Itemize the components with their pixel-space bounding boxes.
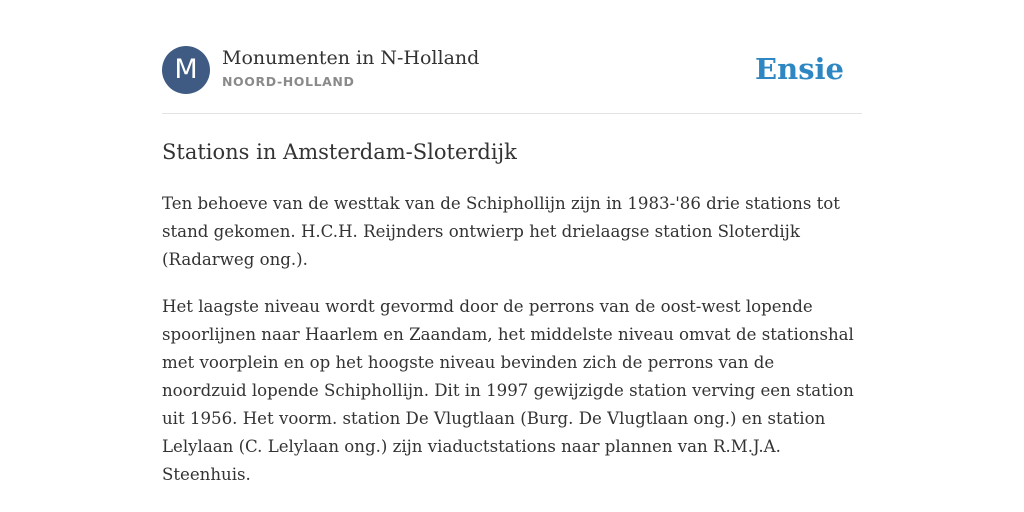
article-card: [162, 0, 862, 512]
brand-logo[interactable]: Ensie: [755, 52, 844, 86]
source-avatar[interactable]: M: [162, 46, 210, 94]
article-paragraph: Het laagste niveau wordt gevormd door de perrons van de oost-west lopende spoorlijnen naar Haarlem en Zaandam, het middelste niveau omvat de stationshal met voorplein en op het hoogste niveau bevinden zich de perrons van de noordzuid lopende Schiphollijn. Dit in 1997 gewijzigde station verving een station uit 1956. Het voorm. station De Vlugtlaan (Burg. De Vlugtlaan ong.) en station Lelylaan (C. Lelylaan ong.) zijn viaductstations naar plannen van R.M.J.A. Steenhuis.: [162, 297, 854, 484]
article-title: Stations in Amsterdam-Sloterdijk: [162, 140, 517, 164]
source-header: [162, 46, 862, 96]
source-name[interactable]: Monumenten in N-Holland: [222, 47, 480, 69]
article-body: [162, 190, 862, 508]
article-paragraph: Ten behoeve van de westtak van de Schiphollijn zijn in 1983-'86 drie stations tot stand gekomen. H.C.H. Reijnders ontwierp het drielaagse station Sloterdijk (Radarweg ong.).: [162, 194, 840, 269]
source-category: NOORD-HOLLAND: [222, 74, 355, 89]
header-divider: [162, 113, 862, 114]
